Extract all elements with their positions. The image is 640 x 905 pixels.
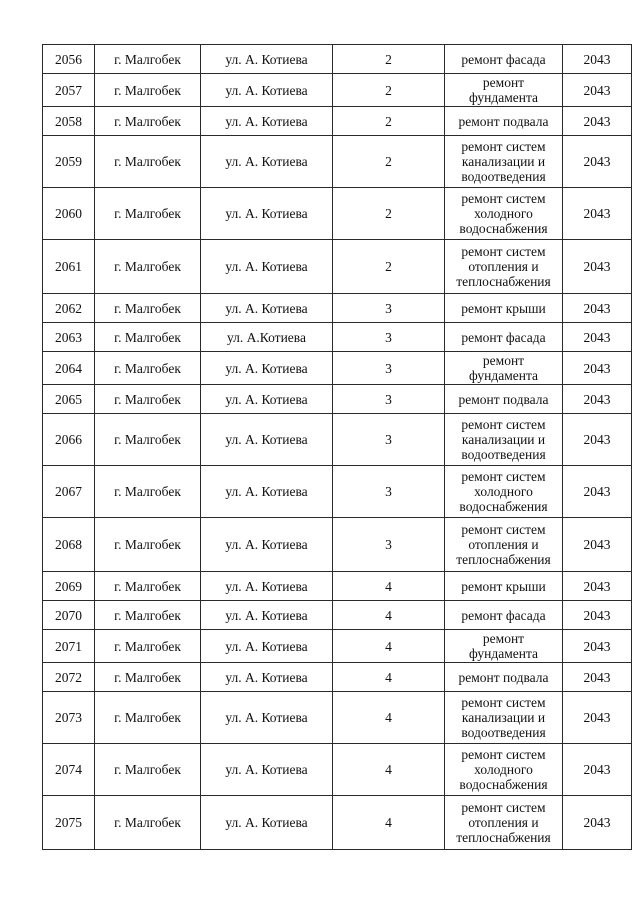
cell-house: 4 (333, 572, 445, 601)
cell-city: г. Малгобек (95, 796, 201, 850)
cell-work-type: ремонт систем отопления и теплоснабжения (445, 240, 563, 294)
table-row (43, 188, 632, 240)
cell-number: 2067 (43, 466, 95, 518)
table-row (43, 385, 632, 414)
cell-street: ул. А. Котиева (201, 796, 333, 850)
cell-year: 2043 (563, 572, 632, 601)
cell-street: ул. А. Котиева (201, 385, 333, 414)
cell-year: 2043 (563, 744, 632, 796)
cell-house: 4 (333, 692, 445, 744)
cell-city: г. Малгобек (95, 663, 201, 692)
cell-number: 2065 (43, 385, 95, 414)
cell-number: 2073 (43, 692, 95, 744)
cell-house: 3 (333, 294, 445, 323)
cell-house: 3 (333, 352, 445, 385)
cell-number: 2057 (43, 74, 95, 107)
table-row (43, 323, 632, 352)
cell-work-type: ремонт подвала (445, 385, 563, 414)
cell-street: ул. А. Котиева (201, 692, 333, 744)
cell-year: 2043 (563, 663, 632, 692)
cell-city: г. Малгобек (95, 45, 201, 74)
cell-street: ул. А. Котиева (201, 663, 333, 692)
cell-city: г. Малгобек (95, 692, 201, 744)
table-row (43, 107, 632, 136)
cell-work-type: ремонт систем канализации и водоотведения (445, 136, 563, 188)
table-row (43, 692, 632, 744)
cell-work-type: ремонт подвала (445, 107, 563, 136)
cell-house: 2 (333, 240, 445, 294)
cell-street: ул. А. Котиева (201, 601, 333, 630)
cell-city: г. Малгобек (95, 74, 201, 107)
cell-city: г. Малгобек (95, 107, 201, 136)
cell-house: 2 (333, 136, 445, 188)
table-row (43, 45, 632, 74)
cell-number: 2068 (43, 518, 95, 572)
cell-number: 2070 (43, 601, 95, 630)
cell-city: г. Малгобек (95, 518, 201, 572)
cell-work-type: ремонт систем канализации и водоотведения (445, 692, 563, 744)
cell-street: ул. А. Котиева (201, 45, 333, 74)
cell-work-type: ремонт крыши (445, 572, 563, 601)
cell-number: 2075 (43, 796, 95, 850)
table-row (43, 352, 632, 385)
table-row (43, 518, 632, 572)
table-row (43, 663, 632, 692)
cell-year: 2043 (563, 136, 632, 188)
cell-work-type: ремонт систем холодного водоснабжения (445, 466, 563, 518)
cell-house: 3 (333, 518, 445, 572)
cell-street: ул. А. Котиева (201, 466, 333, 518)
cell-street: ул. А. Котиева (201, 744, 333, 796)
cell-house: 4 (333, 630, 445, 663)
cell-street: ул. А. Котиева (201, 240, 333, 294)
cell-street: ул. А. Котиева (201, 74, 333, 107)
cell-number: 2063 (43, 323, 95, 352)
cell-number: 2071 (43, 630, 95, 663)
cell-street: ул. А. Котиева (201, 630, 333, 663)
cell-work-type: ремонт фасада (445, 45, 563, 74)
cell-city: г. Малгобек (95, 414, 201, 466)
cell-house: 2 (333, 45, 445, 74)
cell-work-type: ремонт фасада (445, 601, 563, 630)
table-row (43, 744, 632, 796)
cell-year: 2043 (563, 385, 632, 414)
cell-work-type: ремонт фундамента (445, 630, 563, 663)
cell-street: ул. А. Котиева (201, 414, 333, 466)
cell-street: ул. А. Котиева (201, 518, 333, 572)
cell-house: 4 (333, 663, 445, 692)
cell-house: 2 (333, 74, 445, 107)
cell-number: 2059 (43, 136, 95, 188)
cell-year: 2043 (563, 323, 632, 352)
cell-street: ул. А. Котиева (201, 352, 333, 385)
cell-number: 2074 (43, 744, 95, 796)
cell-house: 3 (333, 385, 445, 414)
cell-street: ул. А.Котиева (201, 323, 333, 352)
cell-year: 2043 (563, 518, 632, 572)
cell-street: ул. А. Котиева (201, 136, 333, 188)
cell-year: 2043 (563, 796, 632, 850)
cell-year: 2043 (563, 74, 632, 107)
cell-year: 2043 (563, 188, 632, 240)
cell-number: 2066 (43, 414, 95, 466)
table-row (43, 796, 632, 850)
table-row (43, 240, 632, 294)
cell-street: ул. А. Котиева (201, 294, 333, 323)
cell-street: ул. А. Котиева (201, 572, 333, 601)
cell-work-type: ремонт систем холодного водоснабжения (445, 744, 563, 796)
cell-number: 2061 (43, 240, 95, 294)
cell-house: 2 (333, 107, 445, 136)
cell-city: г. Малгобек (95, 466, 201, 518)
table-row (43, 630, 632, 663)
cell-work-type: ремонт систем холодного водоснабжения (445, 188, 563, 240)
cell-year: 2043 (563, 601, 632, 630)
cell-year: 2043 (563, 692, 632, 744)
cell-year: 2043 (563, 466, 632, 518)
cell-number: 2060 (43, 188, 95, 240)
table-row (43, 74, 632, 107)
cell-house: 3 (333, 414, 445, 466)
table-row (43, 294, 632, 323)
cell-street: ул. А. Котиева (201, 188, 333, 240)
cell-year: 2043 (563, 240, 632, 294)
cell-number: 2069 (43, 572, 95, 601)
cell-city: г. Малгобек (95, 572, 201, 601)
cell-house: 4 (333, 744, 445, 796)
cell-house: 2 (333, 188, 445, 240)
cell-work-type: ремонт систем канализации и водоотведения (445, 414, 563, 466)
cell-number: 2062 (43, 294, 95, 323)
cell-work-type: ремонт систем отопления и теплоснабжения (445, 518, 563, 572)
cell-work-type: ремонт фундамента (445, 74, 563, 107)
cell-city: г. Малгобек (95, 744, 201, 796)
cell-number: 2064 (43, 352, 95, 385)
cell-city: г. Малгобек (95, 352, 201, 385)
table-row (43, 601, 632, 630)
cell-year: 2043 (563, 294, 632, 323)
cell-city: г. Малгобек (95, 323, 201, 352)
repair-schedule-table (42, 44, 632, 850)
cell-year: 2043 (563, 352, 632, 385)
cell-work-type: ремонт систем отопления и теплоснабжения (445, 796, 563, 850)
cell-house: 3 (333, 323, 445, 352)
cell-house: 4 (333, 601, 445, 630)
cell-number: 2056 (43, 45, 95, 74)
cell-year: 2043 (563, 414, 632, 466)
cell-year: 2043 (563, 630, 632, 663)
cell-city: г. Малгобек (95, 294, 201, 323)
cell-number: 2072 (43, 663, 95, 692)
cell-number: 2058 (43, 107, 95, 136)
table-row (43, 466, 632, 518)
cell-city: г. Малгобек (95, 601, 201, 630)
cell-house: 4 (333, 796, 445, 850)
cell-work-type: ремонт фундамента (445, 352, 563, 385)
cell-city: г. Малгобек (95, 385, 201, 414)
cell-city: г. Малгобек (95, 136, 201, 188)
cell-year: 2043 (563, 107, 632, 136)
cell-street: ул. А. Котиева (201, 107, 333, 136)
cell-work-type: ремонт фасада (445, 323, 563, 352)
cell-city: г. Малгобек (95, 240, 201, 294)
table-row (43, 136, 632, 188)
cell-work-type: ремонт подвала (445, 663, 563, 692)
cell-city: г. Малгобек (95, 188, 201, 240)
table-row (43, 414, 632, 466)
cell-house: 3 (333, 466, 445, 518)
cell-city: г. Малгобек (95, 630, 201, 663)
cell-year: 2043 (563, 45, 632, 74)
cell-work-type: ремонт крыши (445, 294, 563, 323)
table-row (43, 572, 632, 601)
